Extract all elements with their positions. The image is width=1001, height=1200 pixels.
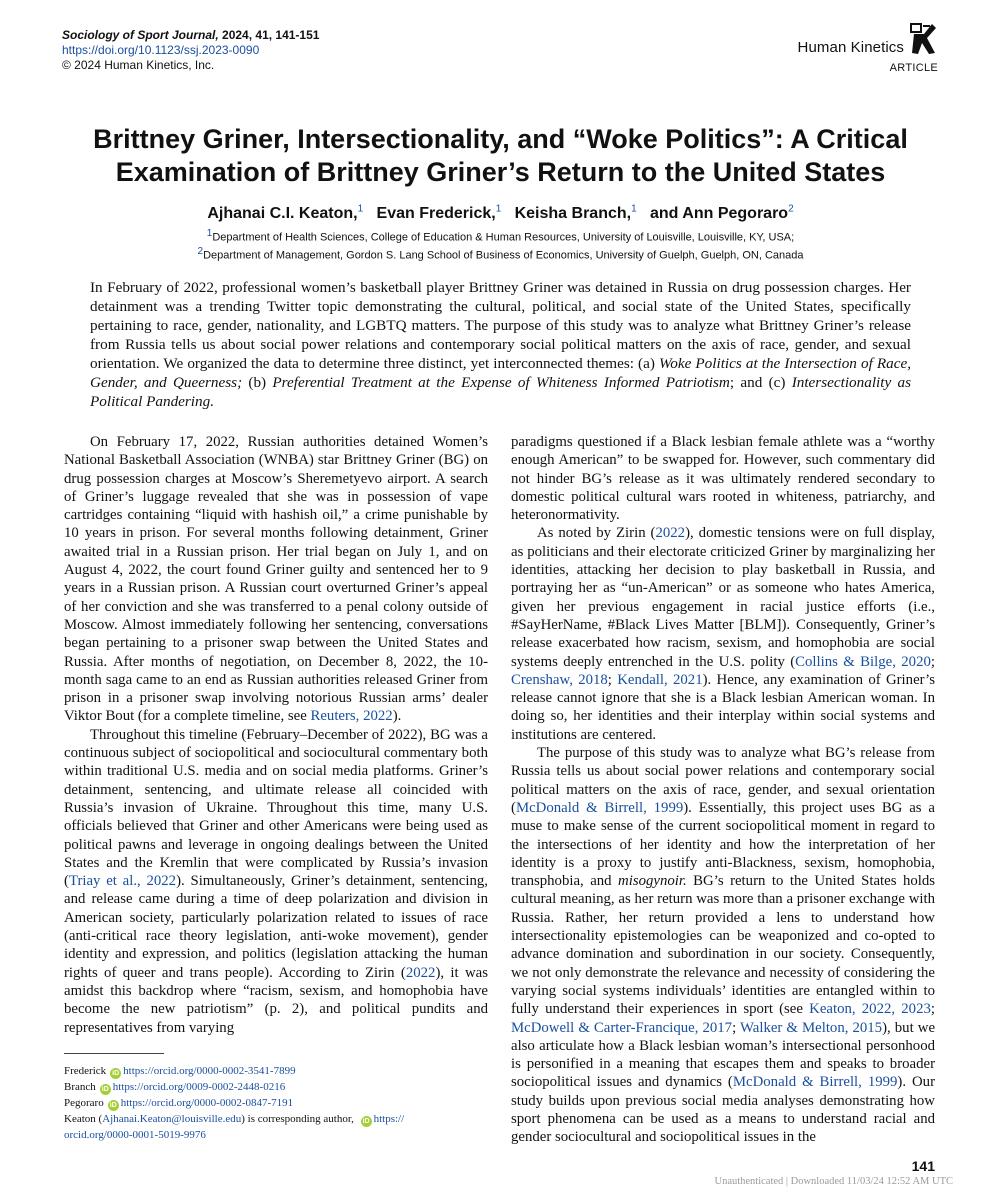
orcid-icon: iD: [362, 1118, 370, 1125]
affiliations: [0, 227, 1001, 262]
human-kinetics-logo-icon: [908, 22, 938, 56]
body-paragraph: As noted by Zirin (2022), domestic tensions were on full display, as politicians and their electorate criticized Griner by marginalizing her identities, attacking her decision to play basketball in Russia, and portraying her as “un-American” or as someone who hates America, given her previous engagement in racial justice efforts (i.e., #SayHerName, #Black Lives Matter [BLM]). Consequently, Griner’s release exacerbated how racism, sexism, and homophobia are social systems deeply entrenched in the U.S. polity (Collins & Bilge, 2020; Crenshaw, 2018; Kendall, 2021). Hence, any examination of Griner’s release cannot ignore that she is a Black lesbian American woman. In doing so, her identities and their interplay within social systems and institutions are centered.: [511, 525, 935, 743]
body-paragraph: Throughout this timeline (February–December of 2022), BG was a continuous subject of sociopolitical and sociocultural commentary both within traditional U.S. media and on social media platforms. Griner’s detainment, sentencing, and ultimate release all coincided with Russia’s invasion of Ukraine. Throughout this time, many U.S. officials believed that Griner and other Americans were being used as political pawns and leverage in ongoing dealings between the United States and the Kremlin that were complicated by Russia’s invasion (Triay et al., 2022). Simultaneously, Griner’s detainment, sentencing, and release came during a time of deep polarization and division in American society, particularly polarization related to issues of race (anti-critical race theory legislation, anti-woke movement), gender identity and expression, and politics (legislation attacking the human rights of queer and trans people). According to Zirin (2022), it was amidst this backdrop where “racism, sexism, and homophobia have become the new patriotism” (p. 2), and political pundits and representatives from varying: [64, 726, 488, 1036]
journal-header: [62, 28, 319, 73]
title-line-1: Brittney Griner, Intersectionality, and “Woke Politics”: A Critical: [93, 124, 908, 154]
corresponding-author-note: Keaton (Ajhanai.Keaton@louisville.edu) is corresponding author, iD https:// orcid.org/0000-0001-5019-9976: [64, 1113, 405, 1141]
journal-name: Sociology of Sport Journal,: [62, 28, 219, 42]
body-paragraph: On February 17, 2022, Russian authorities detained Women’s National Basketball Association (WNBA) star Brittney Griner (BG) on drug possession charges at Moscow’s Sheremetyevo airport. A search of Griner’s luggage revealed that she was in possession of vape cartridges containing “liquid with hashish oil,” a crime punishable by 10 years in prison. For several months following detainment, Griner awaited trial in a Russian prison. Her trial began on July 1, and on August 4, 2022, the court found Griner guilty and sentenced her to 9 years in a Russian prison. A Russian court overturned Griner’s appeal of her conviction and she was transferred to a penal colony outside of Moscow. Almost immediately following her sentencing, conversations began pertaining to a prisoner swap between the United States and Russia. After months of negotiation, on December 8, 2022, the 10-month saga came to an end as Russian authorities released Griner from prison in a prisoner swap involving notorious Russian arms’ dealer Viktor Bout (for a complete timeline, see Reuters, 2022).: [64, 434, 488, 725]
author-list: [0, 204, 1001, 223]
author-footnotes: [64, 1063, 488, 1143]
orcid-link[interactable]: https://orcid.org/0000-0002-0847-7191: [120, 1097, 294, 1109]
citation-link[interactable]: Collins & Bilge, 2020: [795, 653, 931, 670]
page-number: 141: [911, 1158, 935, 1174]
body-paragraph: paradigms questioned if a Black lesbian female athlete was a “worthy enough American” to be swapped for. However, such commentary did not hinder BG’s release as it was ultimately rendered secondary to domestic political cultural wars rooted in whiteness, patriarchy, and heteronormativity.: [511, 434, 935, 524]
copyright: © 2024 Human Kinetics, Inc.: [62, 58, 215, 72]
italic-term: misogynoir.: [618, 873, 687, 890]
article-title: [60, 123, 941, 189]
publisher-block: [738, 22, 938, 74]
article-type-label: ARTICLE: [889, 62, 938, 74]
citation-link[interactable]: 2022: [655, 525, 686, 542]
orcid-footnote: Frederick iD https://orcid.org/0000-0002-3541-7899: [64, 1065, 296, 1077]
orcid-link[interactable]: https://orcid.org/0000-0002-3541-7899: [123, 1065, 296, 1077]
footnote-divider: [64, 1053, 164, 1054]
citation-link[interactable]: Kendall, 2021: [617, 671, 703, 688]
citation-link[interactable]: McDonald & Birrell, 1999: [515, 799, 684, 816]
citation-link[interactable]: Triay et al., 2022: [68, 873, 177, 890]
orcid-footnote: Branch iD https://orcid.org/0009-0002-2448-0216: [64, 1081, 286, 1093]
body-column-left: [64, 433, 488, 1037]
citation-link[interactable]: Reuters, 2022: [310, 708, 393, 725]
author: and Ann Pegoraro$^2$: [649, 204, 794, 223]
abstract: In February of 2022, professional women’s basketball player Brittney Griner was detained in Russia on drug possession charges. Her detainment was a trending Twitter topic demonstrating the cultural, political, and social state of the United States, specifically pertaining to race, gender, nationality, and LGBTQ matters. The purpose of this study was to analyze what Brittney Griner’s release from Russia tells us about social power relations and contemporary social political matters on the axis of race, gender, and sexual orientation. We organized the data to determine three distinct, yet interconnected themes: (a) Woke Politics at the Intersection of Race, Gender, and Queerness; (b) Preferential Treatment at the Expense of Whiteness Informed Patriotism; and (c) Intersectionality as Political Pandering.: [90, 279, 912, 410]
title-line-2: Examination of Brittney Griner’s Return to the United States: [115, 157, 886, 187]
orcid-footnote: Pegoraro iD https://orcid.org/0000-0002-0847-7191: [64, 1097, 294, 1109]
journal-volume: 2024, 41, 141-151: [222, 28, 320, 42]
orcid-link[interactable]: orcid.org/0000-0001-5019-9976: [64, 1129, 206, 1141]
orcid-link[interactable]: https://orcid.org/0009-0002-2448-0216: [112, 1081, 286, 1093]
email-link[interactable]: Ajhanai.Keaton@louisville.edu: [102, 1113, 242, 1125]
citation-link[interactable]: Crenshaw, 2018: [511, 671, 608, 688]
orcid-icon: iD: [112, 1070, 120, 1077]
citation-link[interactable]: Keaton, 2022, 2023: [809, 1001, 931, 1018]
journal-citation: [62, 28, 319, 43]
citation-link[interactable]: McDowell & Carter-Francique, 2017: [511, 1019, 733, 1036]
orcid-icon: iD: [109, 1102, 117, 1109]
orcid-link[interactable]: https://: [373, 1113, 405, 1125]
author: Evan Frederick,$^1$: [376, 204, 502, 223]
citation-link[interactable]: McDonald & Birrell, 1999: [732, 1074, 898, 1091]
publisher-name: Human Kinetics: [797, 39, 904, 56]
citation-link[interactable]: 2022: [405, 964, 436, 981]
citation-link[interactable]: Walker & Melton, 2015: [739, 1019, 883, 1036]
theme-a: Woke Politics at the Intersection of Race, Gender, and Queerness;: [90, 355, 912, 391]
doi-link[interactable]: https://doi.org/10.1123/ssj.2023-0090: [62, 43, 260, 57]
body-column-right: [511, 433, 935, 1147]
affiliation: $^2$Department of Management, Gordon S. Lang School of Business of Economics, University of Guelph, Guelph, ON, Canada: [197, 245, 804, 262]
author: Ajhanai C.I. Keaton,$^1$: [207, 204, 364, 223]
download-note: Unauthenticated | Downloaded 11/03/24 12:52 AM UTC: [714, 1176, 953, 1187]
author: Keisha Branch,$^1$: [514, 204, 637, 223]
theme-c: Intersectionality as Political Pandering.: [90, 374, 911, 410]
affiliation: $^1$Department of Health Sciences, College of Education & Human Resources, University of Louisville, Louisville, KY, USA;: [206, 228, 795, 244]
theme-b: Preferential Treatment at the Expense of Whiteness Informed Patriotism: [272, 374, 730, 391]
body-paragraph: The purpose of this study was to analyze what BG’s release from Russia tells us about social power relations and contemporary social political matters on the axis of race, gender, and sexual orientation (McDonald & Birrell, 1999). Essentially, this project uses BG as a muse to make sense of the current sociopolitical moment in regard to the intersections of her identity and how the interpretation of her identity is a proxy to justify anti-Blackness, sexism, homophobia, transphobia, and misogynoir. BG’s return to the United States holds cultural meaning, as her return was more than a prisoner exchange with Russia. Rather, her return provided a lens to understand how intersectionality epistemologies can be weaponized and co-opted to advance domination and subordination in our society. Consequently, we not only demonstrate the relevance and necessity of considering the varying social systems individuals’ identities are entangled within to fully understand their experiences in sport (see Keaton, 2022, 2023; McDowell & Carter-Francique, 2017; Walker & Melton, 2015), but we also articulate how a Black lesbian woman’s intersectional personhood is personified in a meaning that escapes them and speaks to broader sociopolitical issues and dynamics (McDonald & Birrell, 1999). Our study builds upon previous social media analyses demonstrating how sport phenomena can be used as a means to understand racial and gender sociocultural and sociopolitical issues in the: [511, 745, 936, 1146]
orcid-icon: iD: [101, 1086, 109, 1093]
